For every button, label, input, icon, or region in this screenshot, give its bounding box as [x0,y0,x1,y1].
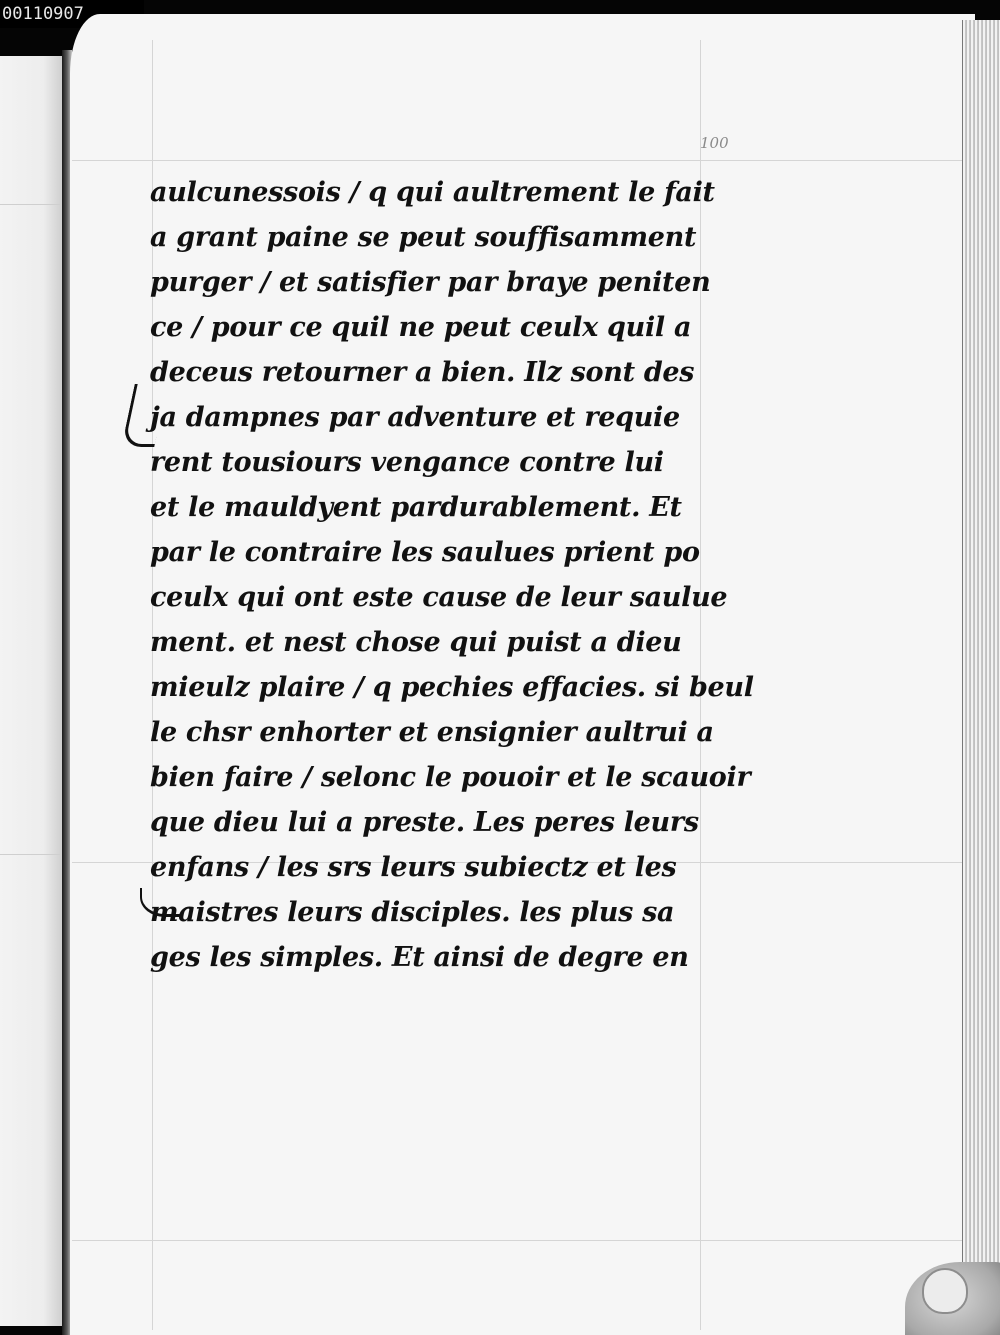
manuscript-line: ges les simples. Et ainsi de degre en [150,942,689,973]
manuscript-text-block [150,170,754,980]
image-id-label: 00110907 [0,0,144,28]
ruling-line-horizontal [72,160,962,161]
manuscript-line: maistres leurs disciples. les plus sa [150,897,675,928]
manuscript-line: purger / et satisfier par braye peniten [150,267,711,298]
manuscript-line: ceulx qui ont este cause de leur saulue [150,582,728,613]
manuscript-line: ce / pour ce quil ne peut ceulx quil a [150,312,692,343]
left-page-rule [0,854,60,855]
manuscript-line: que dieu lui a preste. Les peres leurs [150,807,699,838]
ruling-line-horizontal [72,1240,962,1241]
manuscript-line: a grant paine se peut souffisamment [150,222,697,253]
page-stack-edge [962,20,1000,1270]
left-page-rule [0,204,60,205]
manuscript-line: deceus retourner a bien. Ilz sont des [150,357,695,388]
manuscript-line: et le mauldyent pardurablement. Et [150,492,682,523]
manuscript-line: enfans / les srs leurs subiectz et les [150,852,677,883]
folio-number: 100 [700,134,729,152]
left-page-edge [0,56,64,1326]
manuscript-line: le chsr enhorter et ensignier aultrui a [150,717,714,748]
thumbnail-fingernail [922,1268,968,1314]
manuscript-line: ment. et nest chose qui puist a dieu [150,627,682,658]
manuscript-line: aulcunessois / q qui aultrement le fait [150,177,715,208]
manuscript-line: mieulz plaire / q pechies effacies. si beul [150,672,754,703]
manuscript-line: ja dampnes par adventure et requie [150,402,680,433]
manuscript-line: bien faire / selonc le pouoir et le scauoir [150,762,751,793]
manuscript-line: par le contraire les saulues prient po [150,537,700,568]
manuscript-line: rent tousiours vengance contre lui [150,447,664,478]
